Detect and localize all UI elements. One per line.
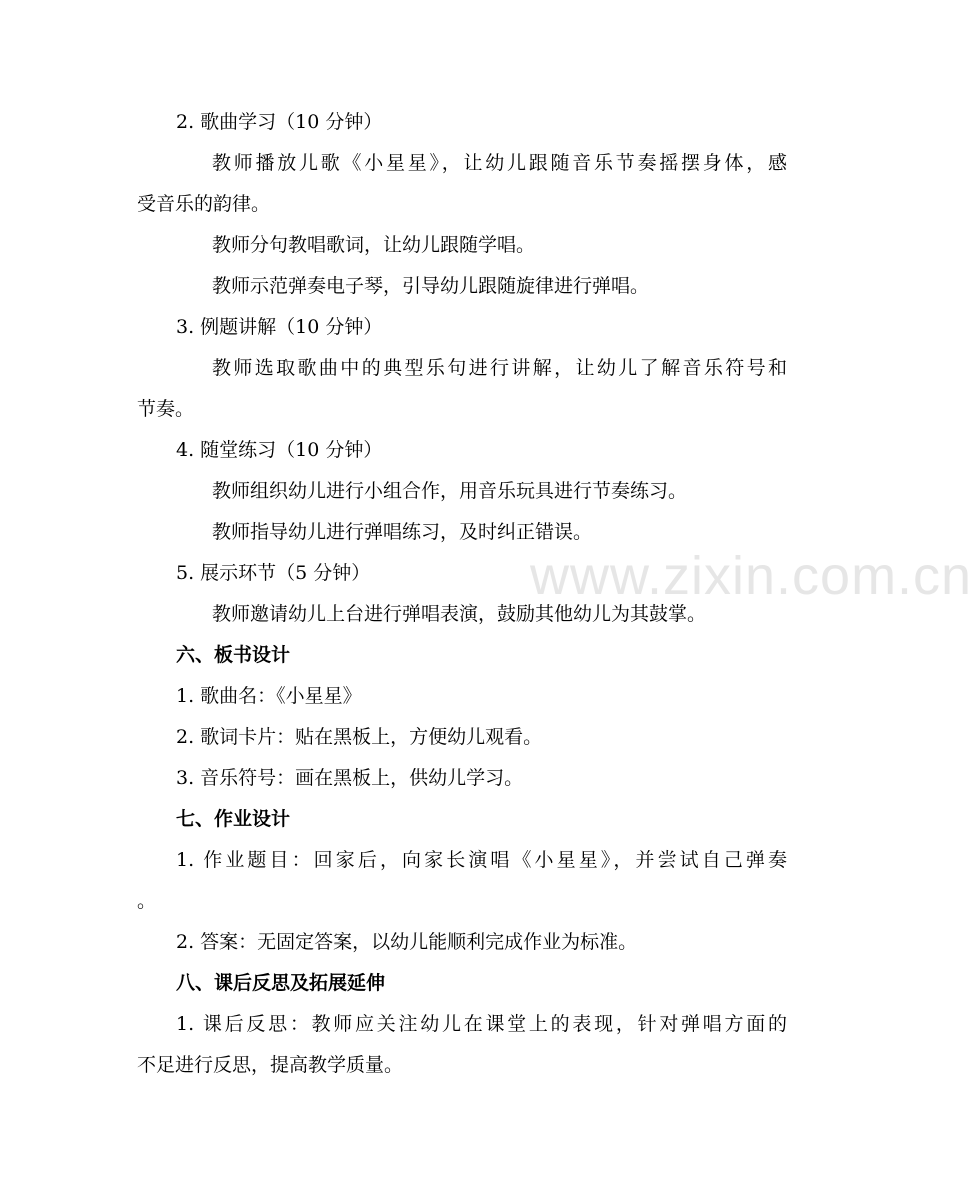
list-item: 2. 歌词卡片：贴在黑板上，方便幼儿观看。 [176,726,543,748]
item-showcase: 5. 展示环节（5 分钟） [176,562,371,584]
list-item: 1. 歌曲名：《小星星》 [176,685,362,707]
item-example-explanation: 3. 例题讲解（10 分钟） [176,316,383,338]
paragraph-line: 教师选取歌曲中的典型乐句进行讲解，让幼儿了解音乐符号和 [212,357,787,379]
paragraph-line: 教师指导幼儿进行弹唱练习，及时纠正错误。 [212,521,593,543]
paragraph-line: 节奏。 [137,398,195,420]
paragraph-line: 受音乐的韵律。 [137,193,271,215]
paragraph-line: 。 [137,890,157,912]
list-item: 1. 课后反思：教师应关注幼儿在课堂上的表现，针对弹唱方面的 [176,1013,787,1035]
paragraph-line: 教师组织幼儿进行小组合作，用音乐玩具进行节奏练习。 [212,480,688,502]
list-item: 1. 作业题目：回家后，向家长演唱《小星星》，并尝试自己弹奏 [176,849,787,871]
list-item: 3. 音乐符号：画在黑板上，供幼儿学习。 [176,767,524,789]
section-heading-board-design: 六、板书设计 [176,644,291,666]
paragraph-line: 教师邀请幼儿上台进行弹唱表演，鼓励其他幼儿为其鼓掌。 [212,603,707,625]
section-heading-reflection: 八、课后反思及拓展延伸 [176,972,386,994]
paragraph-line: 教师示范弹奏电子琴，引导幼儿跟随旋律进行弹唱。 [212,275,650,297]
paragraph-line: 不足进行反思，提高教学质量。 [137,1054,404,1076]
section-heading-homework-design: 七、作业设计 [176,808,291,830]
paragraph-line: 教师播放儿歌《小星星》，让幼儿跟随音乐节奏摇摆身体，感 [212,152,787,174]
list-item: 2. 答案：无固定答案，以幼儿能顺利完成作业为标准。 [176,931,638,953]
item-class-practice: 4. 随堂练习（10 分钟） [176,439,383,461]
watermark: www.zixin.com.cn [530,546,972,606]
item-song-learning: 2. 歌曲学习（10 分钟） [176,111,383,133]
paragraph-line: 教师分句教唱歌词，让幼儿跟随学唱。 [212,234,536,256]
